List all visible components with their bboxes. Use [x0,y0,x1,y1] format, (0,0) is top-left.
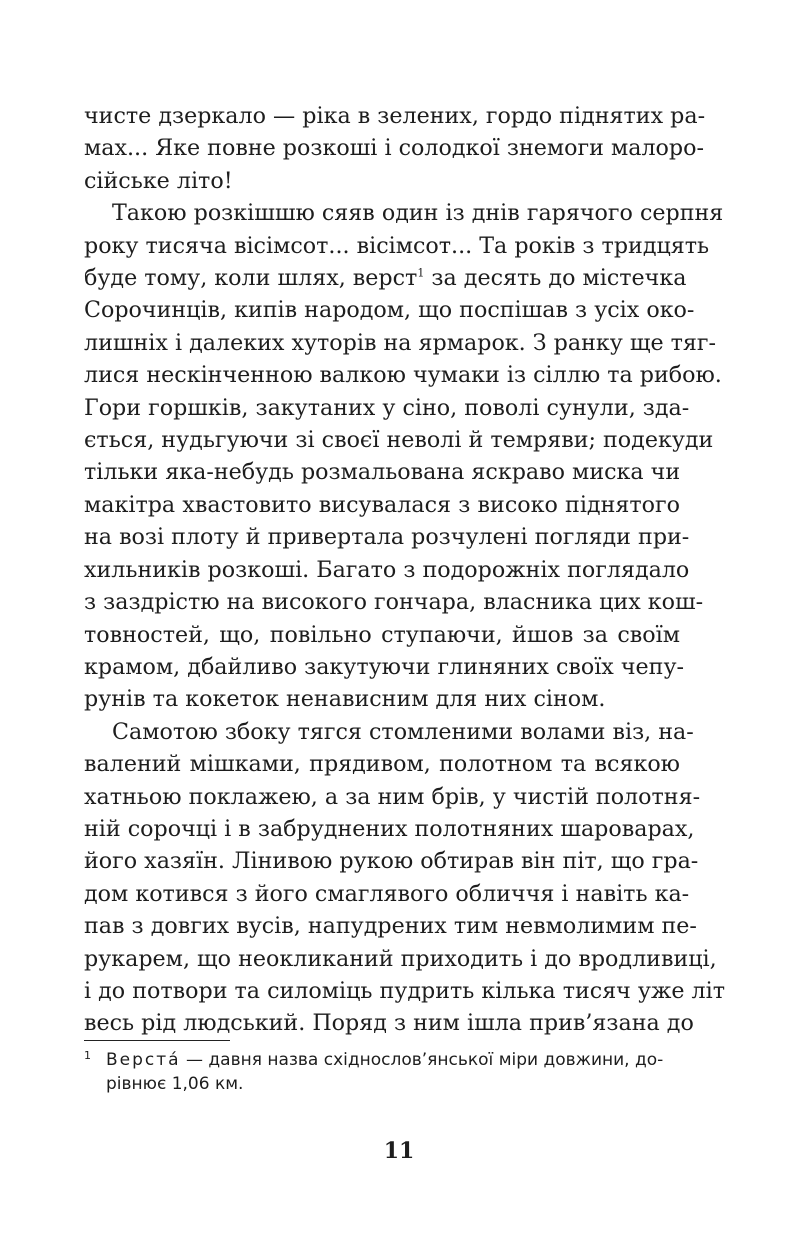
text-line: з заздрістю на високого гончара, власника цих кош- [84,589,704,616]
footnote-line [106,1048,680,1072]
paragraph-2 [84,197,724,716]
footnote [84,1048,680,1096]
paragraph-1 [84,100,706,197]
text-line: Такою розкішшю сяяв один із днів гарячого серпня [112,200,724,227]
footnote-reference[interactable]: 1 [417,266,425,280]
text-line: тільки яка-небудь розмальована яскраво миска чи [84,459,681,486]
text-line: макітра хвастовито висувалася з високо піднятого [84,491,680,518]
text-line: Гори горшків, закутаних у сіно, поволі сунули, зда- [84,394,690,421]
text-line: весь рід людський. Поряд з ним ішла прив’язана до [84,1010,694,1037]
footnote-definition: — давня назва східнослов’янської міри довжини, до- [180,1050,664,1070]
text-line: сійське літо! [84,167,233,194]
body-text [84,100,726,1040]
paragraph-3 [84,716,726,1040]
footnote-divider [84,1040,230,1041]
text-fragment: буде тому, коли шлях, верст [84,265,418,292]
footnote-line: рівнює 1,06 км. [106,1074,244,1094]
text-line: валений мішками, прядивом, полотном та всякою [84,751,680,778]
text-line: пав з довгих вусів, напудрених тим невмолимим пе- [84,913,697,940]
footnote-body [84,1048,680,1096]
text-line-with-footnote [84,262,687,294]
text-line: року тисяча вісімсот... вісімсот... Та років з тридцять [84,232,710,259]
text-line: на возі плоту й привертала розчулені погляди при- [84,524,690,551]
text-line: його хазяїн. Лінивою рукою обтирав він піт, що гра- [84,848,699,875]
page-number: 11 [383,1138,415,1164]
text-line: Сорочинців, кипів народом, що поспішав з усіх око- [84,297,695,324]
footnote-term: Верстá [106,1050,181,1070]
text-line: дом котився з його смаглявого обличчя і навіть ка- [84,880,690,907]
text-fragment: за десять до містечка [431,265,687,292]
text-line: Самотою збоку тягся стомленими волами віз, на- [112,718,694,745]
text-line: і до потвори та силоміць пудрить кілька тисяч уже літ [84,977,726,1004]
text-line: лишніх і далеких хуторів на ярмарок. З ранку ще тяг- [84,329,717,356]
text-line: хатньою поклажею, а за ним брів, у чистій полотня- [84,783,701,810]
text-line: хильників розкоші. Багато з подорожніх поглядало [84,556,690,583]
text-line: мах... Яке повне розкоші і солодкої знемоги малоро- [84,135,704,162]
text-line: крамом, дбайливо закутуючи глиняних своїх чепу- [84,653,685,680]
text-line: ється, нудьгуючи зі своєї неволі й темряви; подекуди [84,427,714,454]
text-line: товностей, що, повільно ступаючи, йшов за своїм [84,621,680,648]
text-line: рунів та кокеток ненависним для них сіном. [84,686,606,713]
text-line: лися нескінченною валкою чумаки із сіллю та рибою. [84,362,722,389]
text-line: чисте дзеркало — ріка в зелених, гордо піднятих ра- [84,103,706,129]
text-line: ній сорочці і в забруднених полотняних шароварах, [84,815,695,842]
text-line: рукарем, що неокликаний приходить і до вродливиці, [84,945,717,972]
footnote-marker: 1 [84,1049,91,1062]
